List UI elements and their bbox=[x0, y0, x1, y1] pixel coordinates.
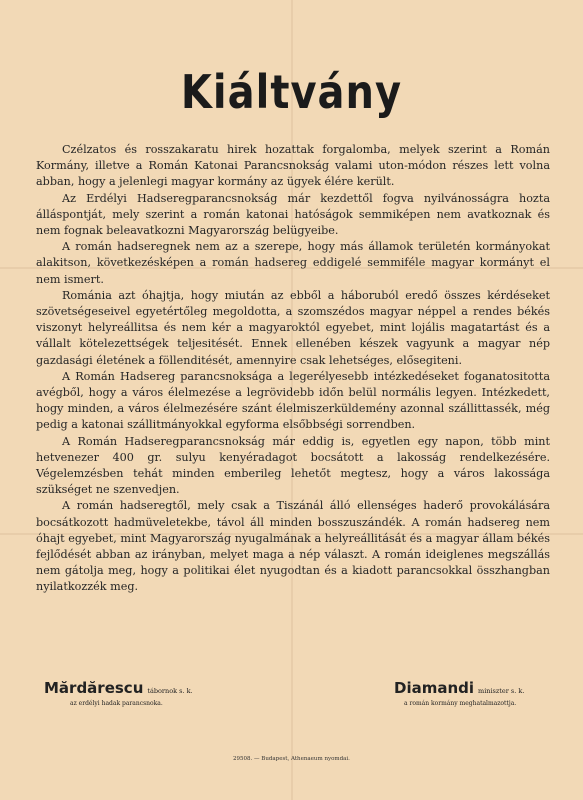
paragraph: A román hadseregtől, mely csak a Tiszánál álló ellenséges haderő provokálására bocsátkozott hadmüveletekbe, távol áll minden bosszuszándék. A román hadsereg nem óhajt egyebet, mint Magyarország nyugalmának a helyreállitását és a magyar állam békés fejlődését abban az irányban, melyet maga a nép választ. A román ideiglenes megszállás nem gátolja meg, hogy a politikai élet nyugodtan és a kiadott parancsokkal összhangban nyilatkozzék meg. bbox=[36, 499, 550, 594]
signature-right bbox=[394, 678, 524, 707]
signatory-name: Diamandi bbox=[394, 679, 475, 697]
proclamation-body bbox=[36, 142, 550, 596]
paragraph: A román hadseregnek nem az a szerepe, hogy más államok területén kormányokat alakitson, következésképen a román hadsereg eddigelé semmiféle magyar kormányt el nem ismert. bbox=[36, 240, 550, 286]
signatory-role: a román kormány meghatalmazottja. bbox=[404, 700, 517, 707]
signatory-role: az erdélyi hadak parancsnoka. bbox=[70, 700, 163, 707]
signatory-rank: tábornok s. k. bbox=[147, 687, 193, 695]
paragraph: Czélzatos és rosszakaratu hirek hozattak forgalomba, melyek szerint a Román Kormány, illetve a Román Katonai Parancsnokság valami uton-módon részes lett volna abban, hogy a jelenlegi magyar kormány az ügyek élére került. bbox=[36, 143, 550, 189]
printer-imprint: 29508. — Budapest, Athenaeum nyomdai. bbox=[233, 756, 350, 762]
signature-left bbox=[44, 678, 193, 707]
signatory-name: Mărdărescu bbox=[44, 679, 144, 697]
poster-title: Kiáltvány bbox=[180, 66, 403, 120]
paragraph: Az Erdélyi Hadseregparancsnokság már kezdettől fogva nyilvánosságra hozta álláspontját, mely szerint a román katonai hatóságok semmiképen nem avatkoznak és nem fognak beleavatkozni Magyarország belügyeibe. bbox=[36, 191, 550, 238]
paragraph: A Román Hadseregparancsnokság már eddig is, egyetlen egy napon, több mint hetvenezer 400 gr. sulyu kenyéradagot bocsátott a lakosság rendelkezésére. Végelemzésben tehát minden emberileg lehetőt megtesz, hogy a város lakossága szükséget ne szenvedjen. bbox=[36, 434, 550, 497]
paragraph: A Román Hadsereg parancsnoksága a legerélyesebb intézkedéseket foganatositotta avégből, hogy a város élelmezése a legrövidebb időn belül normális legyen. Intézkedett, hogy minden, a város élelmezésére szánt élelmiszerküldemény azonnal szállittassék, még pedig a katonai szállitmányokkal egyforma elsőbbségi sorrendben. bbox=[36, 369, 550, 432]
signatory-rank: miniszter s. k. bbox=[478, 687, 525, 695]
paragraph: Románia azt óhajtja, hogy miután az ebből a háboruból eredő összes kérdéseket szövetségeseivel egyetértőleg megoldotta, a szomszédos magyar néppel a rendes békés viszonyt helyreállitsa és nem kér a magyaroktól egyebet, mint lojális magatartást és a vállalt kötelezettségek teljesitését. Ennek ellenében készek vagyunk a magyar nép gazdasági életének a föllenditését, amennyire csak lehetséges, elősegiteni. bbox=[36, 288, 550, 367]
